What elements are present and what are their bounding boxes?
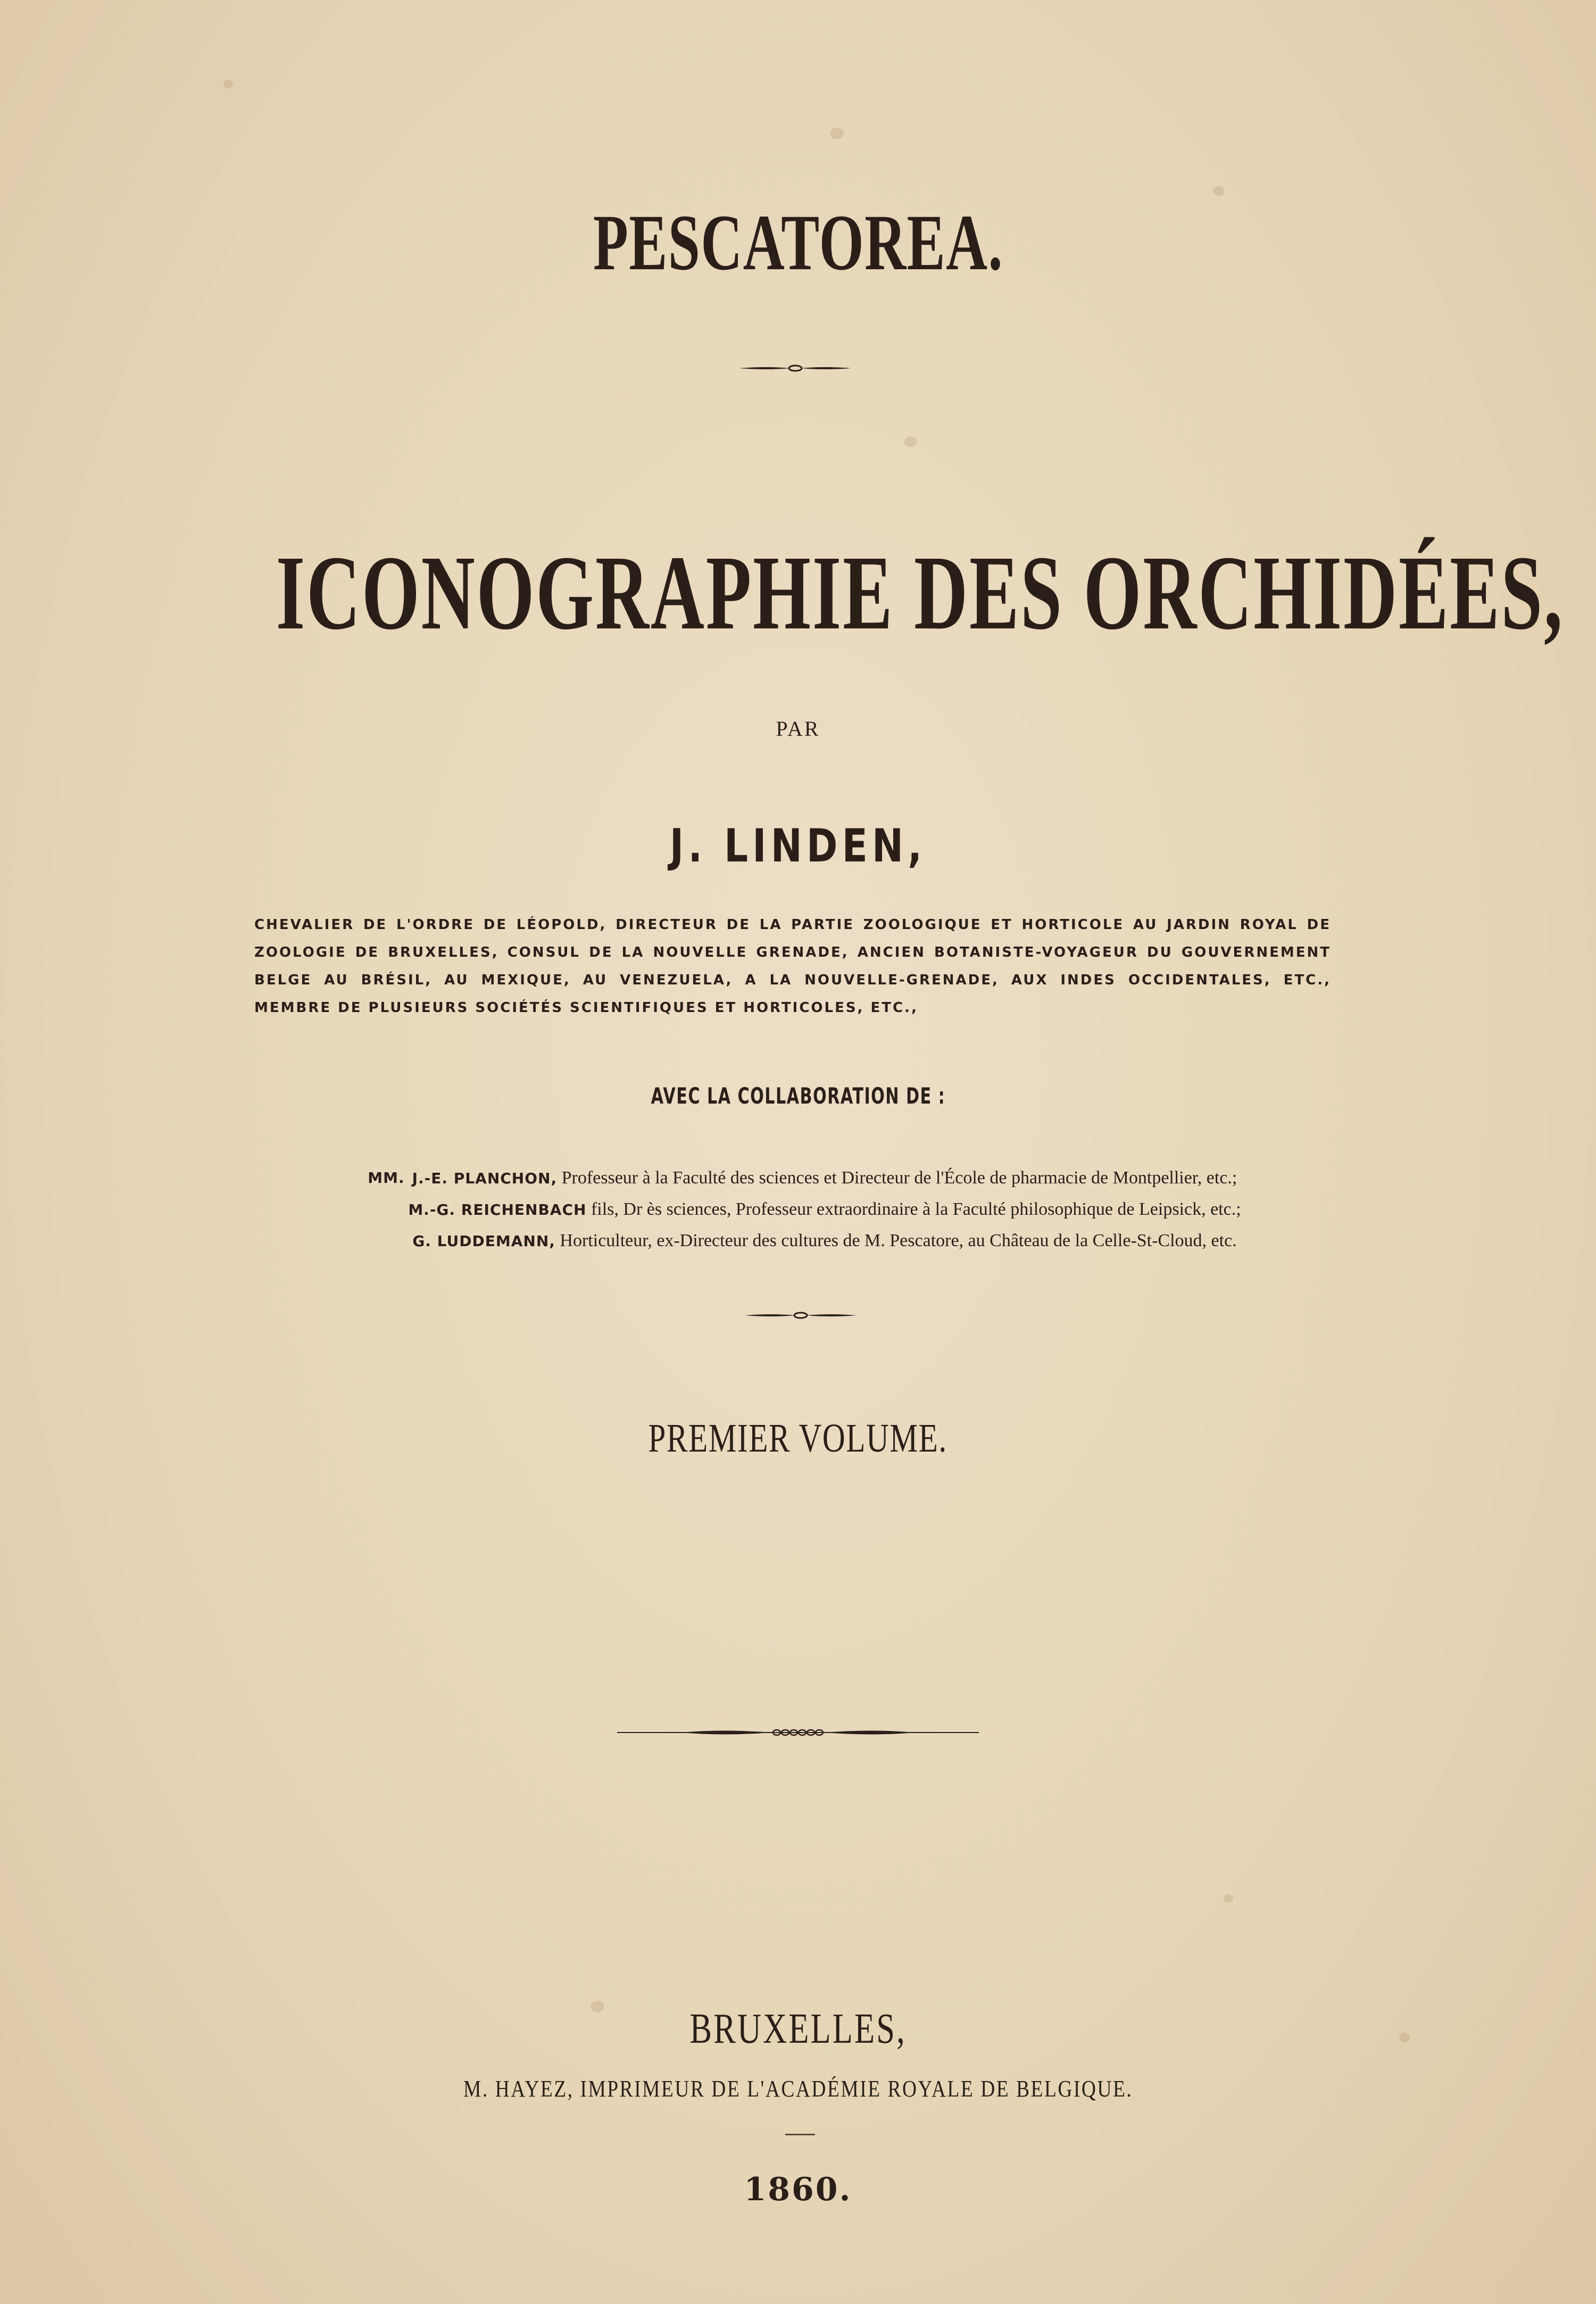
paper-foxing-spot: [1213, 186, 1225, 196]
collaborators-prefix: MM.: [368, 1169, 405, 1187]
paper-foxing-spot: [904, 436, 917, 447]
collaborator-row: [0, 1225, 1596, 1257]
ornament-flourish-icon: [617, 1724, 979, 1741]
collaborator-row: [0, 1194, 1596, 1225]
collaborator-description: Horticulteur, ex-Directeur des cultures de M. Pescatore, au Château de la Celle-St-Cloud, etc.: [560, 1231, 1237, 1250]
paper-foxing-spot: [223, 80, 233, 88]
paper-foxing-spot: [830, 128, 844, 139]
collaboration-heading: [0, 1083, 1596, 1109]
collaborator-description: Professeur à la Faculté des sciences et Directeur de l'École de pharmacie de Montpellier, etc.;: [561, 1168, 1237, 1188]
book-subtitle: [0, 532, 1596, 654]
book-title-text: PESCATOREA.: [593, 198, 1003, 287]
ornament-divider-icon: [739, 362, 851, 375]
book-subtitle-text: ICONOGRAPHIE DES ORCHIDÉES,: [276, 534, 1564, 652]
collaboration-heading-text: AVEC LA COLLABORATION DE :: [651, 1083, 945, 1109]
collaborators-list: [0, 1163, 1596, 1257]
collaborator-description: fils, Dr ès sciences, Professeur extraordinaire à la Faculté philosophique de Leipsick, etc.;: [591, 1199, 1241, 1219]
collaborator-row: [0, 1163, 1596, 1194]
imprint-city: [0, 2005, 1596, 2053]
author-name: [0, 819, 1596, 873]
volume-label-text: PREMIER VOLUME.: [648, 1416, 948, 1461]
author-bio: CHEVALIER DE L'ORDRE DE LÉOPOLD, DIRECTEUR DE LA PARTIE ZOOLOGIQUE ET HORTICOLE AU JARDIN ROYAL DE ZOOLOGIE DE BRUXELLES, CONSUL DE LA NOUVELLE GRENADE, ANCIEN BOTANISTE-VOYAGEUR DU GOUVERNEMENT BELGE AU BRÉSIL, AU MEXIQUE, AU VENEZUELA, A LA NOUVELLE-GRENADE, AUX INDES OCCIDENTALES, ETC., MEMBRE DE PLUSIEURS SOCIÉTÉS SCIENTIFIQUES ET HORTICOLES, ETC.,: [254, 917, 1331, 1016]
book-title: [0, 197, 1596, 288]
publication-year: 1860.: [744, 2171, 852, 2208]
by-label: PAR: [776, 717, 820, 741]
short-rule-divider: [785, 2134, 815, 2135]
imprint-city-text: BRUXELLES,: [689, 2005, 907, 2052]
author-name-text: J. LINDEN,: [669, 819, 927, 873]
collaborator-name: G. LUDDEMANN,: [412, 1232, 555, 1250]
volume-label: [0, 1415, 1596, 1462]
collaborator-name: J.-E. PLANCHON,: [412, 1170, 558, 1187]
paper-foxing-spot: [1224, 1894, 1233, 1903]
collaborator-name: M.-G. REICHENBACH: [408, 1201, 587, 1219]
imprint-printer: [0, 2075, 1596, 2102]
imprint-printer-text: M. HAYEZ, IMPRIMEUR DE L'ACADÉMIE ROYALE DE BELGIQUE.: [463, 2076, 1133, 2102]
ornament-divider-icon: [745, 1309, 857, 1322]
